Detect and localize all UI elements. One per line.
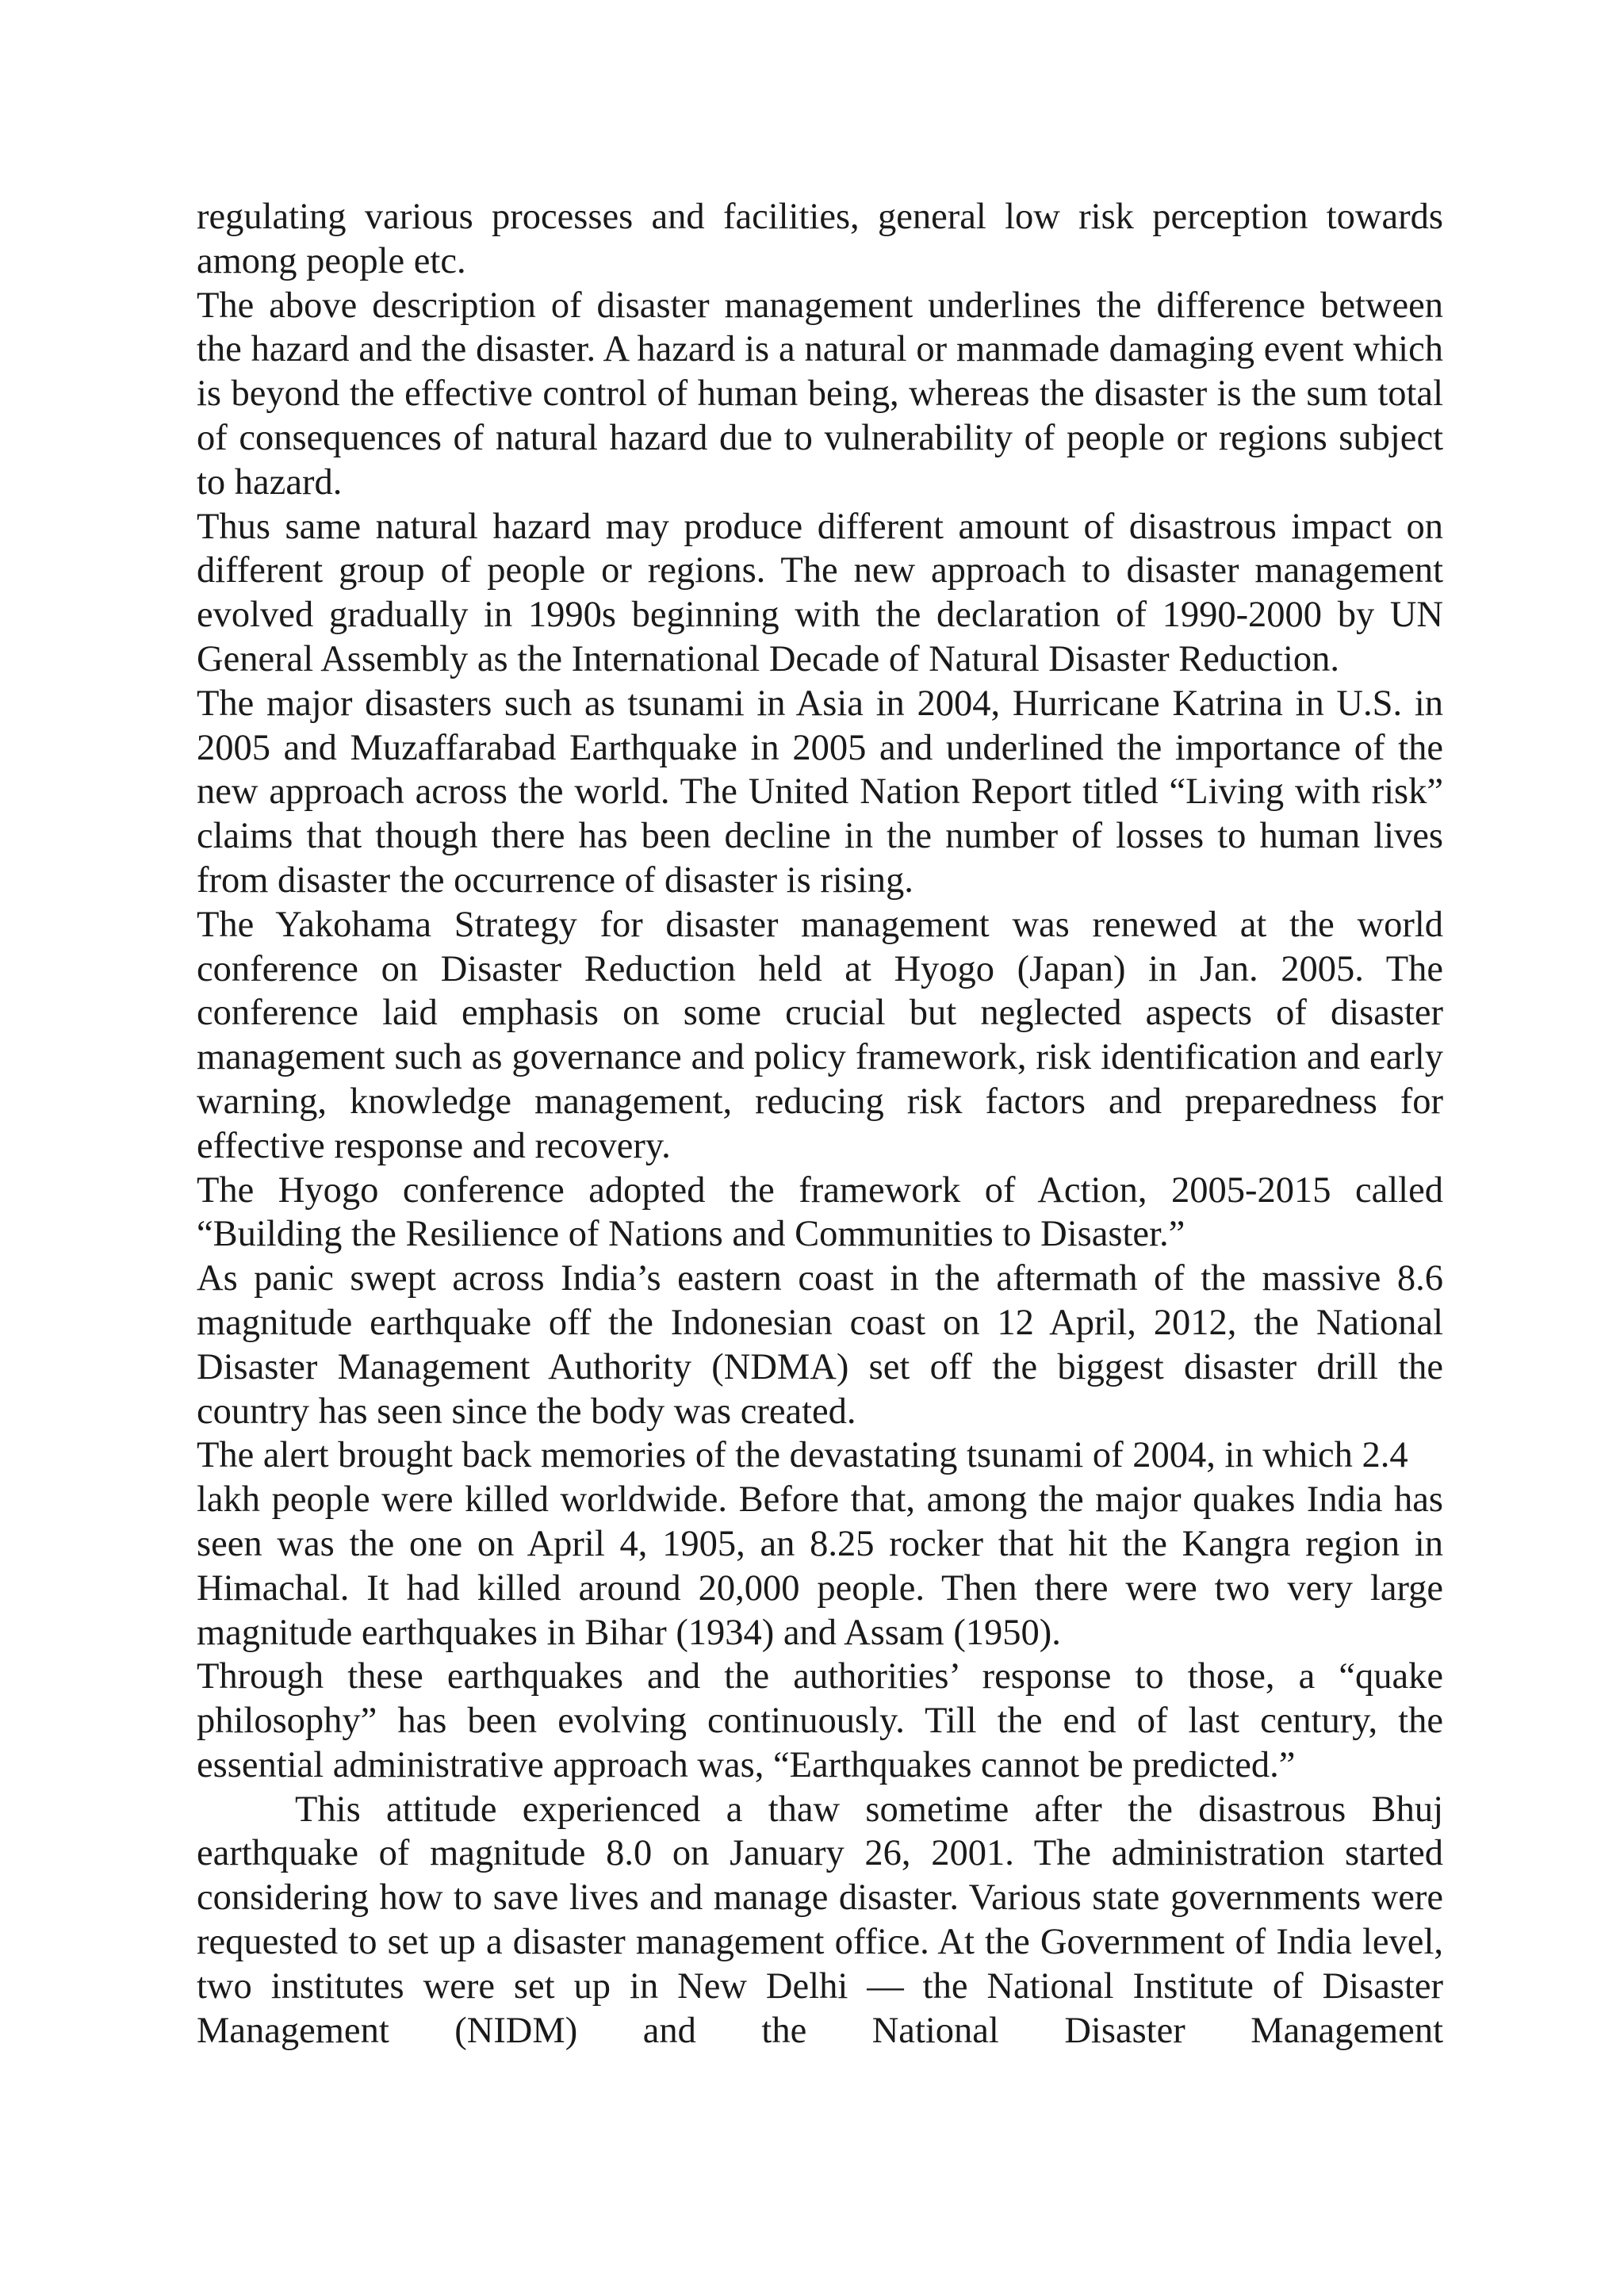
paragraph-5: The Yakohama Strategy for disaster management was renewed at the world conference on Disaster Reduction held at Hyogo (Japan) in Jan. 2005. The conference laid emphasis on some crucial but neglected aspects of disaster management such as governance and policy framework, risk identification and early warning, knowledge management, reducing risk factors and preparedness for effective response and recovery. (197, 904, 1443, 1166)
paragraph-1: regulating various processes and facilities, general low risk perception towards among people etc. (197, 197, 1443, 281)
paragraph-9: lakh people were killed worldwide. Before that, among the major quakes India has seen was the one on April 4, 1905, an 8.25 rocker that hit the Kangra region in Himachal. It had killed around 20,000 people. Then there were two very large magnitude earthquakes in Bihar (1934) and Assam (1950). (197, 1479, 1443, 1653)
document-page (197, 195, 1443, 2053)
paragraph-10: Through these earthquakes and the authorities’ response to those, a “quake philosophy” has been evolving continuously. Till the end of last century, the essential administrative approach was, “Earthquakes cannot be predicted.” (197, 1656, 1443, 1785)
paragraph-7: As panic swept across India’s eastern coast in the aftermath of the massive 8.6 magnitude earthquake off the Indonesian coast on 12 April, 2012, the National Disaster Management Authority (NDMA) set off the biggest disaster drill the country has seen since the body was created. (197, 1258, 1443, 1432)
paragraph-11: This attitude experienced a thaw sometime after the disastrous Bhuj earthquake of magnitude 8.0 on January 26, 2001. The administration started considering how to save lives and manage disaster. Various state governments were requested to set up a disaster management office. At the Government of India level, two institutes were set up in New Delhi — the National Institute of Disaster Management (NIDM) and the National Disaster Management (197, 1789, 1443, 2051)
paragraph-4: The major disasters such as tsunami in Asia in 2004, Hurricane Katrina in U.S. in 2005 and Muzaffarabad Earthquake in 2005 and underlined the importance of the new approach across the world. The United Nation Report titled “Living with risk” claims that though there has been decline in the number of losses to human lives from disaster the occurrence of disaster is rising. (197, 683, 1443, 901)
paragraph-6: The Hyogo conference adopted the framework of Action, 2005-2015 called “Building the Resilience of Nations and Communities to Disaster.” (197, 1169, 1443, 1255)
paragraph-3: Thus same natural hazard may produce different amount of disastrous impact on different group of people or regions. The new approach to disaster management evolved gradually in 1990s beginning with the declaration of 1990-2000 by UN General Assembly as the International Decade of Natural Disaster Reduction. (197, 506, 1443, 679)
paragraph-8: The alert brought back memories of the devastating tsunami of 2004, in which 2.4 (197, 1435, 1408, 1476)
paragraph-2: The above description of disaster management underlines the difference between the hazard and the disaster. A hazard is a natural or manmade damaging event which is beyond the effective control of human being, whereas the disaster is the sum total of consequences of natural hazard due to vulnerability of people or regions subject to hazard. (197, 285, 1443, 503)
